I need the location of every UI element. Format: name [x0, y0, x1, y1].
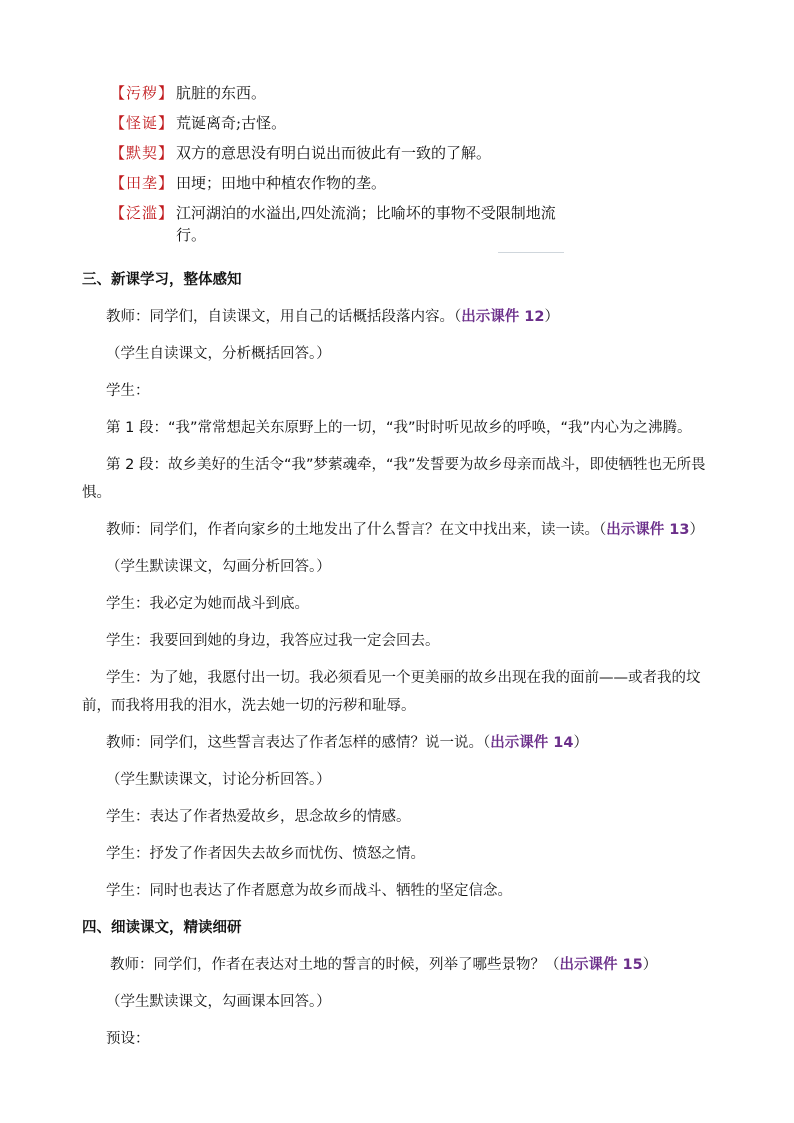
section-heading: 三、新课学习，整体感知 [82, 272, 242, 288]
vocab-item [110, 202, 580, 246]
section-heading: 四、细读课文，精读细研 [82, 920, 242, 936]
vocab-definition: 双方的意思没有明白说出而彼此有一致的了解。 [176, 144, 492, 162]
paren-close: ） [689, 522, 704, 538]
teacher-prompt [82, 729, 722, 757]
vocab-definition: 荒诞离奇;古怪。 [176, 114, 287, 132]
student-note: （学生默读课文，勾画分析回答。） [106, 559, 331, 575]
vocab-item [110, 142, 580, 164]
teacher-text: 教师：同学们，作者在表达对土地的誓言的时候，列举了哪些景物？（ [110, 957, 560, 973]
student-note: （学生自读课文，分析概括回答。） [106, 346, 331, 362]
courseware-link[interactable]: 出示课件 15 [559, 957, 643, 973]
vocab-definition: 江河湖泊的水溢出,四处流淌；比喻坏的事物不受限制地流行。 [176, 204, 556, 244]
vocab-definition: 肮脏的东西。 [176, 84, 267, 102]
vocab-item [110, 82, 580, 104]
paren-close: ） [573, 735, 588, 751]
courseware-link[interactable]: 出示课件 14 [490, 735, 574, 751]
vocab-term: 【默契】 [110, 144, 175, 162]
teacher-text: 教师：同学们，作者向家乡的土地发出了什么誓言？在文中找出来，读一读。（ [106, 522, 607, 538]
vocab-term: 【田垄】 [110, 174, 175, 192]
vocab-definition: 田埂；田地中种植农作物的垄。 [176, 174, 387, 192]
student-note: （学生默读课文，讨论分析回答。） [106, 772, 331, 788]
summary-paragraph-2: 第 2 段：故乡美好的生活令“我”梦萦魂牵，“我”发誓要为故乡母亲而战斗，即使牺牲也无所畏惧。 [82, 457, 706, 501]
paren-close: ） [544, 309, 559, 325]
summary-paragraph-1: 第 1 段：“我”常常想起关东原野上的一切，“我”时时听见故乡的呼唤，“我”内心为之沸腾。 [106, 420, 692, 436]
teacher-prompt [82, 303, 722, 331]
vocab-item [110, 112, 580, 134]
student-answer: 学生：表达了作者热爱故乡，思念故乡的情感。 [106, 809, 411, 825]
vocab-term: 【泛滥】 [110, 204, 175, 222]
vocab-item [110, 172, 580, 194]
student-label: 学生： [106, 383, 150, 399]
student-answer: 学生：我要回到她的身边，我答应过我一定会回去。 [106, 633, 440, 649]
paren-close: ） [642, 957, 658, 973]
teacher-text: 教师：同学们，这些誓言表达了作者怎样的感情？说一说。（ [106, 735, 491, 751]
vocab-divider [498, 252, 564, 253]
student-answer: 学生：为了她，我愿付出一切。我必须看见一个更美丽的故乡出现在我的面前——或者我的坟前，而我将用我的泪水，洗去她一切的污秽和耻辱。 [82, 670, 701, 714]
student-answer: 学生：同时也表达了作者愿意为故乡而战斗、牺牲的坚定信念。 [106, 883, 512, 899]
lesson-content [82, 266, 722, 1053]
vocabulary-list [110, 82, 580, 254]
teacher-text: 教师：同学们，自读课文，用自己的话概括段落内容。（ [106, 309, 462, 325]
student-answer: 学生：抒发了作者因失去故乡而忧伤、愤怒之情。 [106, 846, 425, 862]
vocab-term: 【怪诞】 [110, 114, 175, 132]
courseware-link[interactable]: 出示课件 12 [461, 309, 545, 325]
teacher-prompt [82, 951, 722, 979]
teacher-prompt [82, 516, 722, 544]
preset-label: 预设： [106, 1031, 150, 1047]
student-answer: 学生：我必定为她而战斗到底。 [106, 596, 309, 612]
courseware-link[interactable]: 出示课件 13 [606, 522, 690, 538]
student-note: （学生默读课文，勾画课本回答。） [106, 994, 331, 1010]
vocab-term: 【污秽】 [110, 84, 175, 102]
